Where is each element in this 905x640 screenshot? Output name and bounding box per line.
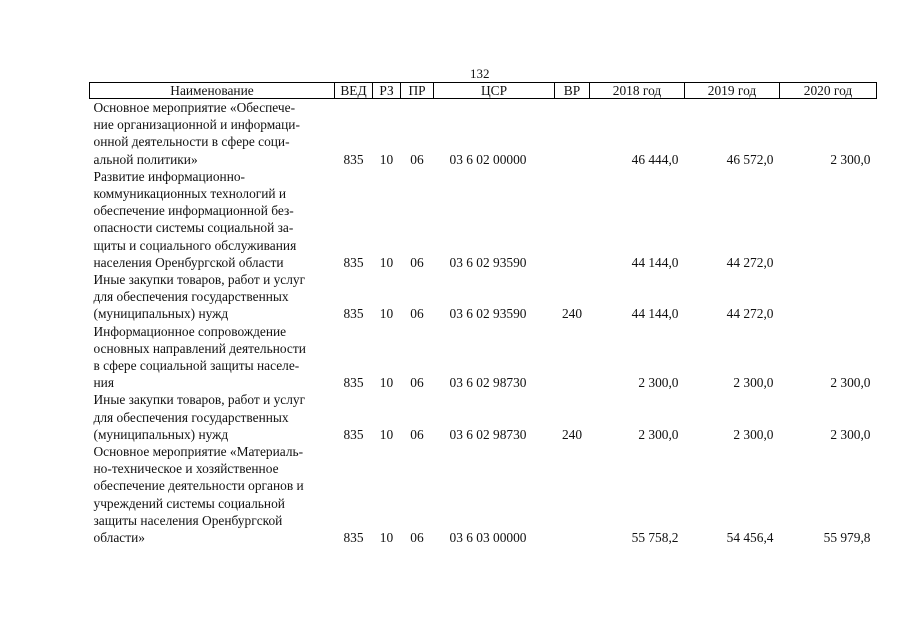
page-number: 132 [470, 66, 490, 81]
row-vr [555, 443, 590, 546]
header-pr: ПР [401, 83, 434, 99]
row-csr: 03 6 02 98730 [449, 426, 527, 442]
row-name-line: ние организационной и информаци- [93, 117, 300, 133]
row-vr: 240 [561, 306, 583, 322]
header-2020: 2020 год [780, 83, 877, 99]
row-2019: 46 572,0 [726, 151, 774, 167]
row-name [90, 323, 335, 392]
row-name [90, 168, 335, 271]
row-csr: 03 6 02 98730 [449, 375, 527, 391]
row-name-line: населения Оренбургской области [93, 254, 284, 270]
row-name-line: коммуникационных технологий и [93, 186, 287, 202]
row-2018: 55 758,2 [631, 530, 679, 546]
row-rz: 10 [379, 375, 394, 391]
table-header-row [90, 83, 877, 99]
row-2018: 44 144,0 [631, 306, 679, 322]
header-vr: ВР [555, 83, 590, 99]
row-name-line: опасности системы социальной за- [93, 220, 294, 236]
row-name-line: Информационное сопровождение [93, 323, 287, 339]
header-2019: 2019 год [685, 83, 780, 99]
row-name-line: Иные закупки товаров, работ и услуг [93, 272, 306, 288]
row-name-line: основных направлений деятельности [93, 340, 306, 356]
row-name-line: (муниципальных) нужд [93, 306, 229, 322]
row-csr: 03 6 02 00000 [449, 151, 527, 167]
header-ved: ВЕД [335, 83, 373, 99]
row-name-line: для обеспечения государственных [93, 289, 289, 305]
row-pr: 06 [410, 375, 424, 391]
row-2018: 2 300,0 [638, 426, 679, 442]
table-row [90, 168, 877, 271]
row-name-line: альной политики» [93, 151, 198, 167]
row-csr: 03 6 02 93590 [449, 254, 527, 270]
row-vr [555, 168, 590, 271]
row-rz: 10 [379, 530, 394, 546]
row-name [90, 99, 335, 168]
row-name-line: онной деятельности в сфере соци- [93, 134, 290, 150]
row-2019: 44 272,0 [726, 254, 774, 270]
row-pr: 06 [410, 426, 424, 442]
row-name-line: для обеспечения государственных [93, 409, 289, 425]
row-name-line: обеспечение деятельности органов и [93, 478, 304, 494]
row-2020 [780, 168, 877, 271]
row-2018: 2 300,0 [638, 375, 679, 391]
row-csr: 03 6 02 93590 [449, 306, 527, 322]
row-vr [555, 99, 590, 168]
row-name-line: но-техническое и хозяйственное [93, 461, 279, 477]
header-rz: РЗ [373, 83, 401, 99]
row-2020 [780, 271, 877, 323]
row-2019: 2 300,0 [733, 375, 774, 391]
row-name-line: Основное мероприятие «Материаль- [93, 444, 304, 460]
table-row [90, 443, 877, 546]
row-2019: 2 300,0 [733, 426, 774, 442]
budget-table [89, 82, 877, 546]
row-2019: 54 456,4 [726, 530, 774, 546]
row-2020: 55 979,8 [823, 530, 871, 546]
row-vr [555, 323, 590, 392]
row-name-line: (муниципальных) нужд [93, 426, 229, 442]
row-pr: 06 [410, 151, 424, 167]
table-row [90, 99, 877, 168]
row-name [90, 271, 335, 323]
table-row [90, 391, 877, 443]
row-pr: 06 [410, 306, 424, 322]
row-name-line: Иные закупки товаров, работ и услуг [93, 392, 306, 408]
row-2019: 44 272,0 [726, 306, 774, 322]
row-2020: 2 300,0 [830, 426, 871, 442]
row-name [90, 391, 335, 443]
row-pr: 06 [410, 530, 424, 546]
row-name-line: Развитие информационно- [93, 168, 246, 184]
header-2018: 2018 год [590, 83, 685, 99]
row-ved: 835 [343, 426, 364, 442]
row-csr: 03 6 03 00000 [449, 530, 527, 546]
row-ved: 835 [343, 375, 364, 391]
row-rz: 10 [379, 151, 394, 167]
row-ved: 835 [343, 530, 364, 546]
row-2020: 2 300,0 [830, 151, 871, 167]
row-ved: 835 [343, 254, 364, 270]
row-ved: 835 [343, 306, 364, 322]
row-name-line: ния [93, 375, 114, 391]
row-2020: 2 300,0 [830, 375, 871, 391]
table-body [90, 99, 877, 547]
row-name [90, 443, 335, 546]
row-name-line: области» [93, 530, 145, 546]
row-name-line: в сфере социальной защиты населе- [93, 358, 300, 374]
table-row [90, 271, 877, 323]
row-name-line: учреждений системы социальной [93, 495, 285, 511]
table-row [90, 323, 877, 392]
header-csr: ЦСР [434, 83, 555, 99]
row-pr: 06 [410, 254, 424, 270]
row-name-line: обеспечение информационной без- [93, 203, 294, 219]
row-name-line: защиты населения Оренбургской [93, 512, 283, 528]
row-rz: 10 [379, 306, 394, 322]
row-2018: 44 144,0 [631, 254, 679, 270]
row-vr: 240 [561, 426, 583, 442]
row-2018: 46 444,0 [631, 151, 679, 167]
row-rz: 10 [379, 426, 394, 442]
header-name: Наименование [90, 83, 335, 99]
row-name-line: щиты и социального обслуживания [93, 237, 297, 253]
row-name-line: Основное мероприятие «Обеспече- [93, 100, 296, 115]
row-ved: 835 [343, 151, 364, 167]
row-rz: 10 [379, 254, 394, 270]
